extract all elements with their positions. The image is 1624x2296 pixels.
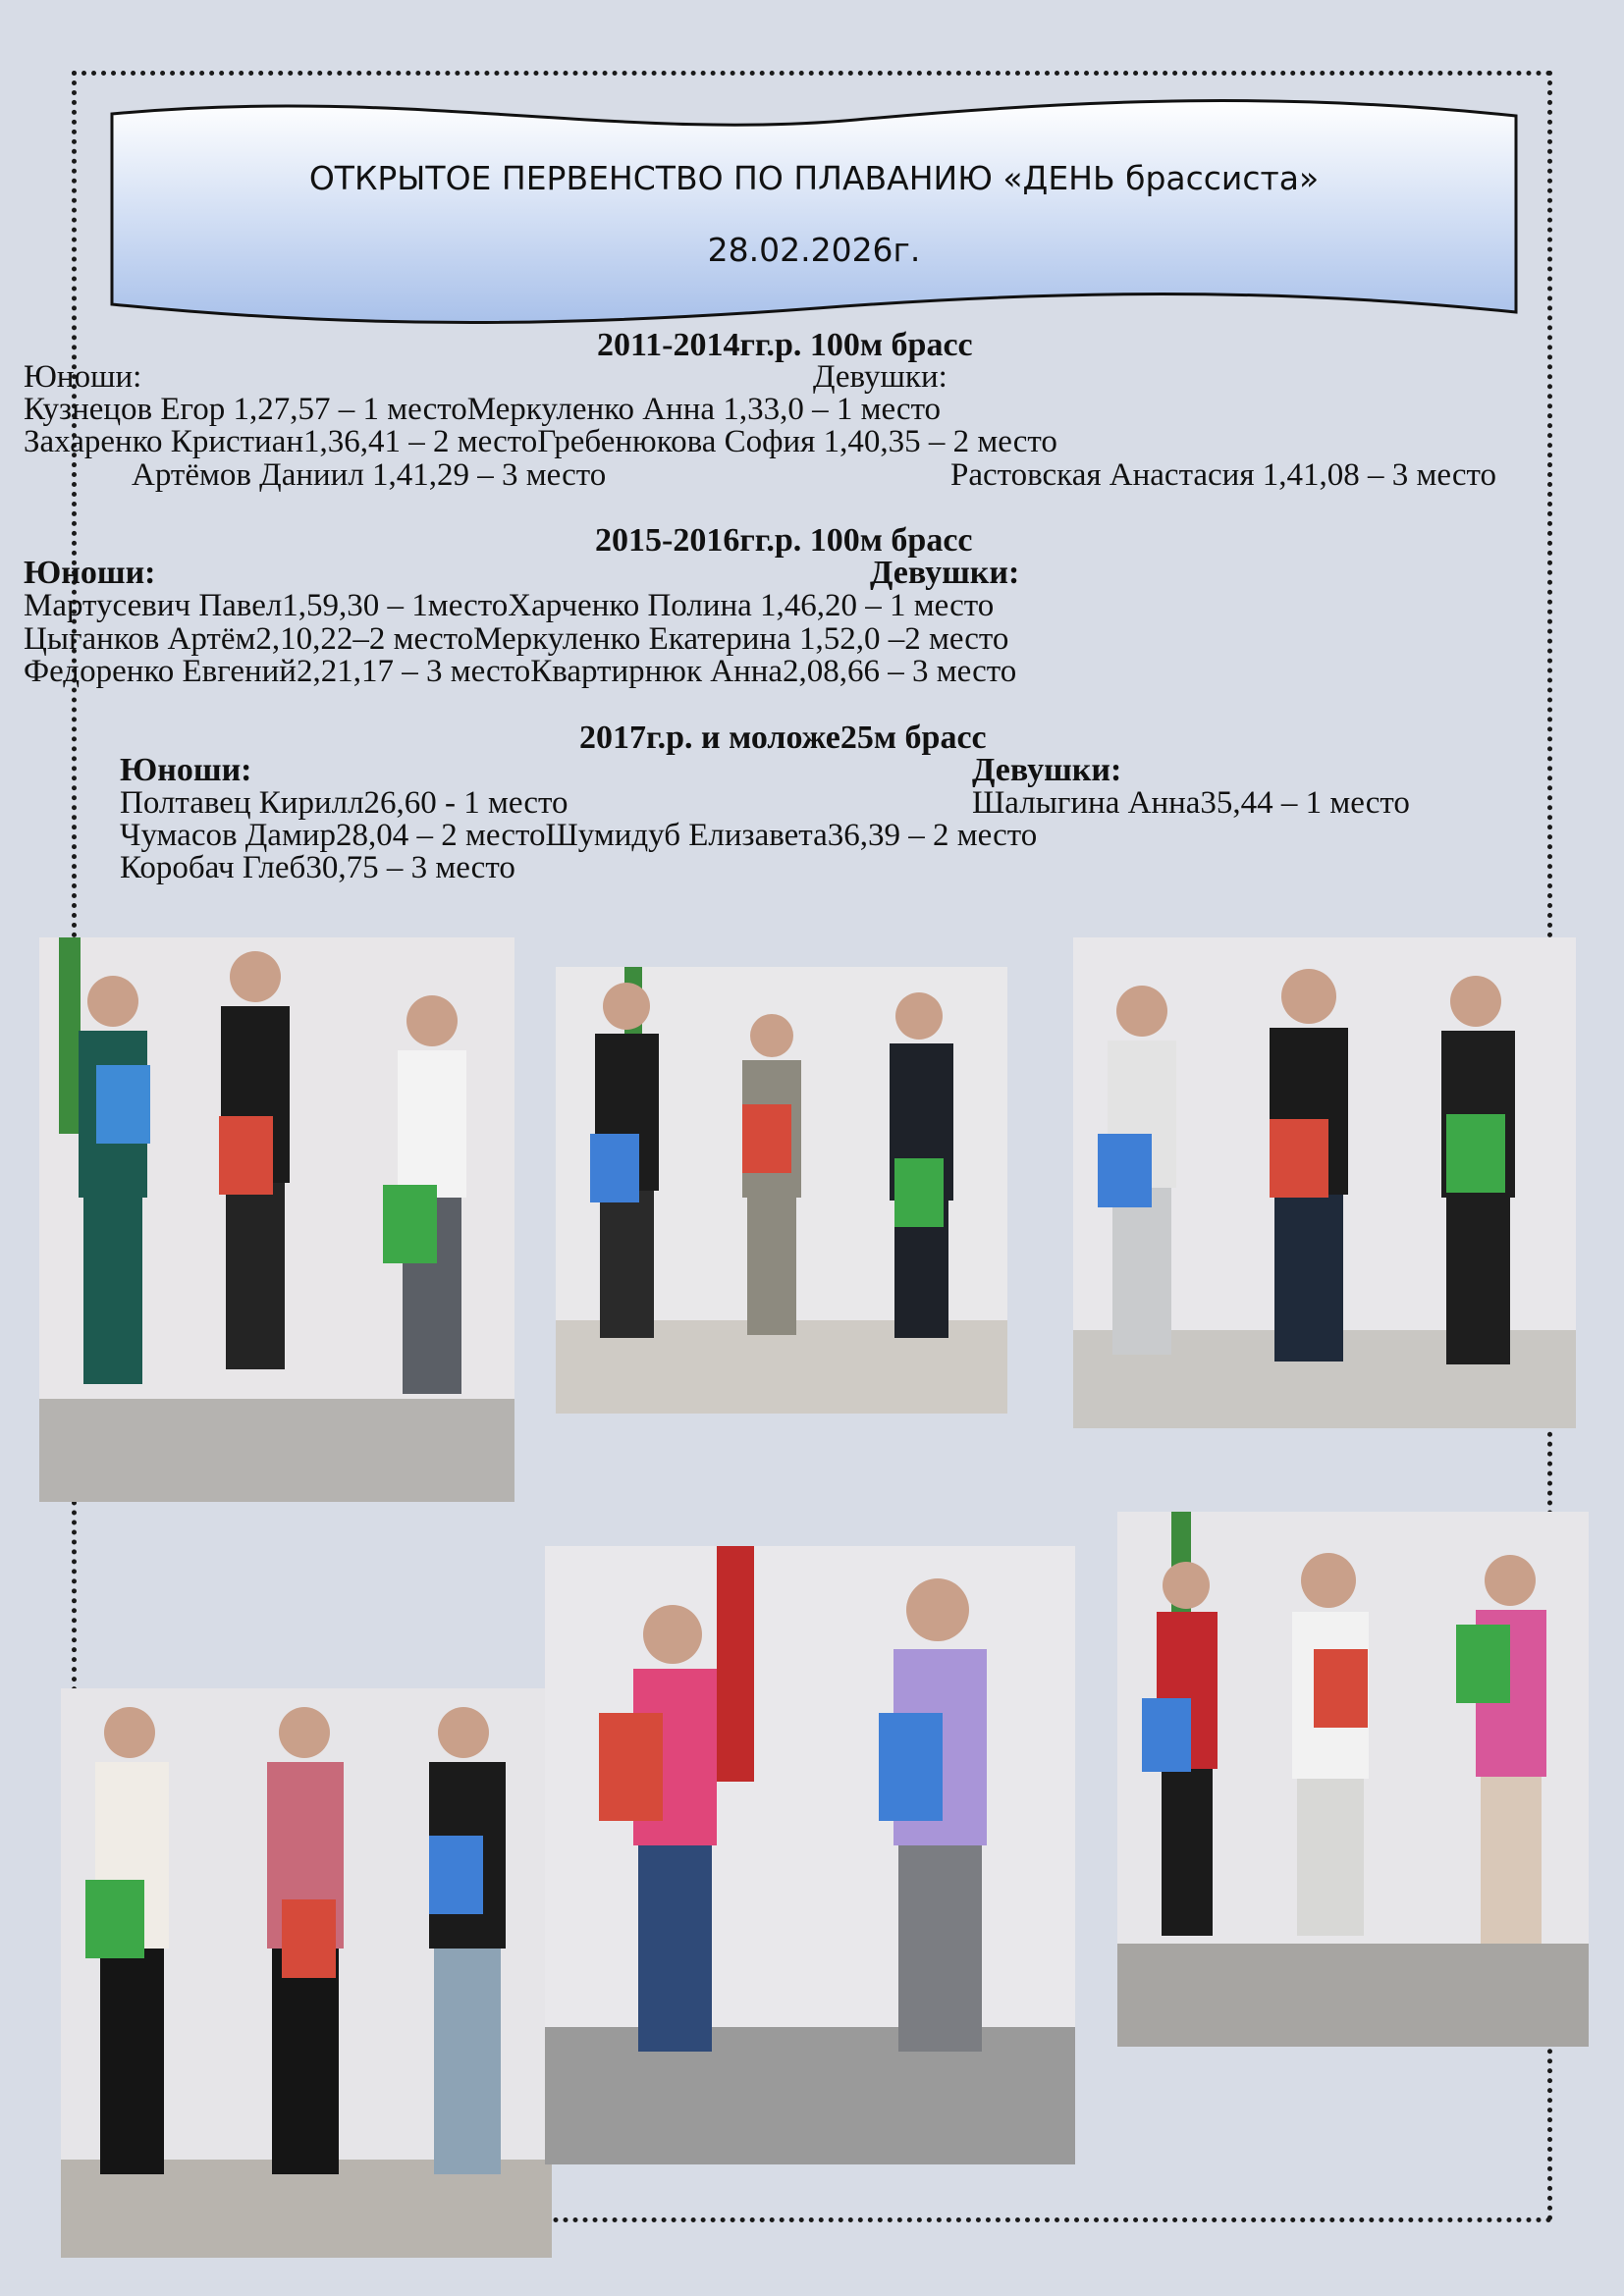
photo-group-5: [545, 1546, 1075, 2164]
result-row: Кузнецов Егор 1,27,57 – 1 местоМеркуленко Анна 1,33,0 – 1 место: [24, 392, 942, 427]
group-heading: 2011-2014гг.р. 100м брасс: [597, 327, 973, 363]
result-row-right: Растовская Анастасия 1,41,08 – 3 место: [950, 457, 1497, 493]
girls-label: Девушки:: [972, 752, 1122, 788]
result-row: Мартусевич Павел1,59,30 – 1местоХарченко Полина 1,46,20 – 1 место: [24, 588, 995, 623]
photo-group-2: [556, 967, 1007, 1414]
boys-label: Юноши:: [24, 555, 156, 591]
photo-group-3: [1073, 937, 1576, 1428]
boys-label: Юноши:: [120, 752, 252, 788]
group-heading: 2015-2016гг.р. 100м брасс: [595, 522, 973, 559]
photo-group-6: [1117, 1512, 1589, 2047]
girls-label: Девушки:: [813, 359, 947, 395]
event-title: ОТКРЫТОЕ ПЕРВЕНСТВО ПО ПЛАВАНИЮ «ДЕНЬ брассиста»: [308, 159, 1320, 197]
result-row: Цыганков Артём2,10,22–2 местоМеркуленко Екатерина 1,52,0 –2 место: [24, 621, 1009, 657]
result-row-left: Полтавец Кирилл26,60 - 1 место: [120, 785, 568, 821]
result-row-right: Шалыгина Анна35,44 – 1 место: [972, 785, 1410, 821]
girls-label: Девушки:: [870, 555, 1020, 591]
result-row: Федоренко Евгений2,21,17 – 3 местоКвартирнюк Анна2,08,66 – 3 место: [24, 654, 1017, 689]
photo-group-1: [39, 937, 514, 1502]
boys-label: Юноши:: [24, 359, 142, 395]
photo-group-4: [61, 1688, 552, 2258]
result-row-left: Артёмов Даниил 1,41,29 – 3 место: [132, 457, 607, 493]
result-row: Захаренко Кристиан1,36,41 – 2 местоГребенюкова София 1,40,35 – 2 место: [24, 424, 1057, 459]
title-banner: [110, 98, 1518, 326]
result-row: Чумасов Дамир28,04 – 2 местоШумидуб Елизавета36,39 – 2 место: [120, 818, 1038, 853]
group-heading: 2017г.р. и моложе25м брасс: [579, 720, 987, 756]
event-date: 28.02.2026г.: [707, 231, 921, 269]
result-row: Коробач Глеб30,75 – 3 место: [120, 850, 515, 885]
